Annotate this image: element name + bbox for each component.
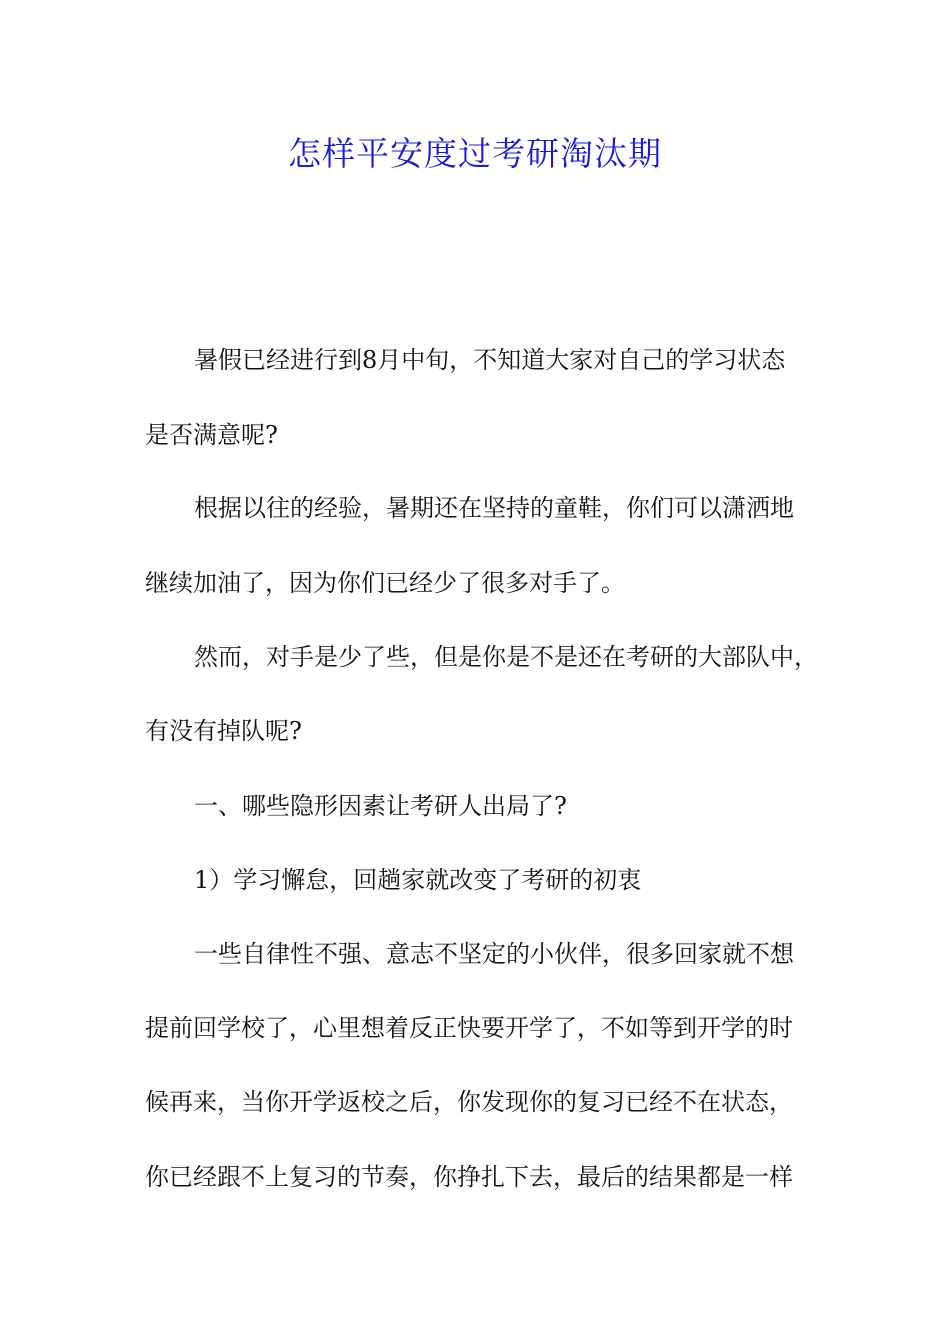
subsection-heading: 1）学习懈怠，回趟家就改变了考研的初衷 xyxy=(194,866,642,894)
paragraph-line: 暑假已经进行到8月中旬，不知道大家对自己的学习状态 xyxy=(194,346,786,374)
paragraph-line: 是否满意呢? xyxy=(145,421,278,449)
paragraph-line: 然而，对手是少了些，但是你是不是还在考研的大部队中， xyxy=(194,643,818,671)
paragraph-line: 候再来，当你开学返校之后，你发现你的复习已经不在状态， xyxy=(145,1088,793,1116)
paragraph-line: 一些自律性不强、意志不坚定的小伙伴，很多回家就不想 xyxy=(194,940,794,968)
paragraph-line: 提前回学校了，心里想着反正快要开学了，不如等到开学的时 xyxy=(145,1014,793,1042)
paragraph-line: 继续加油了，因为你们已经少了很多对手了。 xyxy=(145,569,625,597)
section-heading: 一、哪些隐形因素让考研人出局了? xyxy=(194,792,567,820)
document-title: 怎样平安度过考研淘汰期 xyxy=(288,134,662,173)
paragraph-line: 有没有掉队呢? xyxy=(145,717,302,745)
paragraph-line: 你已经跟不上复习的节奏，你挣扎下去，最后的结果都是一样 xyxy=(145,1163,793,1191)
paragraph-line: 根据以往的经验，暑期还在坚持的童鞋，你们可以潇洒地 xyxy=(194,494,794,522)
